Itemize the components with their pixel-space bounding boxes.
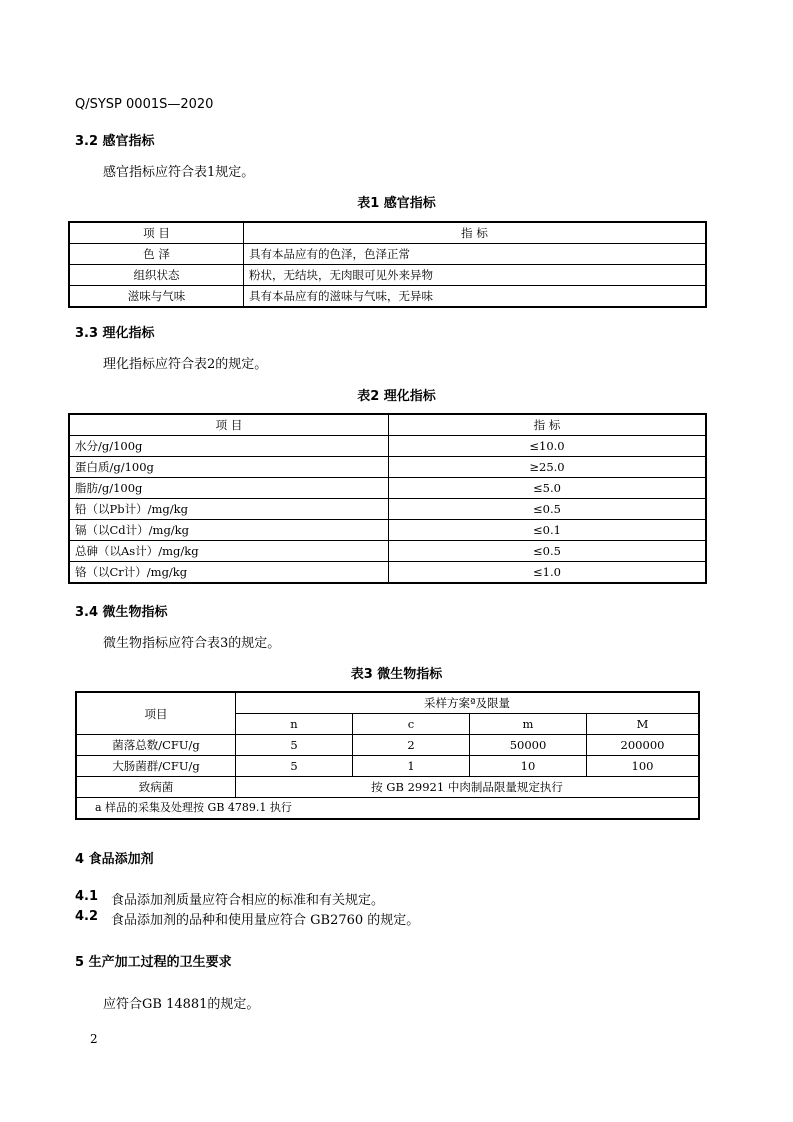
table-row xyxy=(69,436,706,457)
table-cell-value: 粉状，无结块，无肉眼可见外来异物 xyxy=(244,265,707,286)
table-header-cell: 指 标 xyxy=(389,414,707,436)
table-row xyxy=(69,478,706,499)
table-cell-value: 具有本品应有的滋味与气味，无异味 xyxy=(244,286,707,308)
table-header-row xyxy=(76,692,699,714)
table-cell-value: 5 xyxy=(236,756,353,777)
table-cell-item: 菌落总数/CFU/g xyxy=(76,735,236,756)
table-cell-item: 脂肪/g/100g xyxy=(69,478,389,499)
table-cell-item: 滋味与气味 xyxy=(69,286,244,308)
section-3-4-heading: 3.4 微生物指标 xyxy=(75,605,168,620)
table2-physicochemical xyxy=(68,413,707,584)
table-cell-item: 大肠菌群/CFU/g xyxy=(76,756,236,777)
table-cell-value: ≤10.0 xyxy=(389,436,707,457)
table-cell-item: 铅（以Pb计）/mg/kg xyxy=(69,499,389,520)
table-header-cell: m xyxy=(470,714,587,735)
section-4-1-number: 4.1 xyxy=(75,889,99,904)
section-4-2-number: 4.2 xyxy=(75,909,99,924)
table-header-cell: c xyxy=(353,714,470,735)
table-cell-value: 10 xyxy=(470,756,587,777)
table-cell-value: 1 xyxy=(353,756,470,777)
table3-caption: 表3 微生物指标 xyxy=(350,667,443,682)
table-cell-value: ≤0.5 xyxy=(389,541,707,562)
table-footnote: a 样品的采集及处理按 GB 4789.1 执行 xyxy=(76,798,699,820)
table-cell-value: 5 xyxy=(236,735,353,756)
table-cell-item: 组织状态 xyxy=(69,265,244,286)
table-row xyxy=(69,520,706,541)
table-cell-value: 50000 xyxy=(470,735,587,756)
section-3-2-text: 感官指标应符合表1规定。 xyxy=(103,165,255,180)
table3-microbiological xyxy=(75,691,700,820)
table-cell-value: 按 GB 29921 中肉制品限量规定执行 xyxy=(236,777,700,798)
table-cell-value: ≤5.0 xyxy=(389,478,707,499)
table-header-cell: M xyxy=(587,714,700,735)
table-header-cell: 指 标 xyxy=(244,222,707,244)
table-row xyxy=(76,735,699,756)
table-header-row xyxy=(69,414,706,436)
section-3-3-text: 理化指标应符合表2的规定。 xyxy=(103,357,268,372)
table-header-cell: 项 目 xyxy=(69,414,389,436)
section-3-2-heading: 3.2 感官指标 xyxy=(75,134,155,149)
table-cell-item: 水分/g/100g xyxy=(69,436,389,457)
document-code: Q/SYSP 0001S—2020 xyxy=(75,97,214,112)
table-cell-item: 总砷（以As计）/mg/kg xyxy=(69,541,389,562)
table-row xyxy=(69,265,706,286)
section-3-3-heading: 3.3 理化指标 xyxy=(75,326,155,341)
table-cell-value: ≥25.0 xyxy=(389,457,707,478)
table-cell-item: 色 泽 xyxy=(69,244,244,265)
section-3-4-text: 微生物指标应符合表3的规定。 xyxy=(103,636,281,651)
table-row xyxy=(69,541,706,562)
table-row xyxy=(76,777,699,798)
table-cell-item: 铬（以Cr计）/mg/kg xyxy=(69,562,389,584)
section-4-heading: 4 食品添加剂 xyxy=(75,852,154,867)
page-number: 2 xyxy=(90,1032,98,1046)
section-4-1-text: 食品添加剂质量应符合相应的标准和有关规定。 xyxy=(111,893,385,908)
table-row xyxy=(76,756,699,777)
table-cell-value: 2 xyxy=(353,735,470,756)
table-cell-value: ≤0.5 xyxy=(389,499,707,520)
table-row xyxy=(69,286,706,308)
table-header-row xyxy=(69,222,706,244)
table-header-cell: 项目 xyxy=(76,692,236,735)
table-cell-value: ≤0.1 xyxy=(389,520,707,541)
table-cell-value: 100 xyxy=(587,756,700,777)
table-row xyxy=(69,457,706,478)
table-cell-value: 具有本品应有的色泽，色泽正常 xyxy=(244,244,707,265)
table-header-cell: 项 目 xyxy=(69,222,244,244)
table1-caption: 表1 感官指标 xyxy=(357,196,436,211)
table-header-cell: 采样方案ª及限量 xyxy=(236,692,700,714)
table-row xyxy=(69,499,706,520)
table-header-cell: n xyxy=(236,714,353,735)
table2-caption: 表2 理化指标 xyxy=(357,389,436,404)
table-cell-item: 致病菌 xyxy=(76,777,236,798)
table-cell-item: 蛋白质/g/100g xyxy=(69,457,389,478)
section-5-text: 应符合GB 14881的规定。 xyxy=(103,997,260,1012)
table-row xyxy=(69,562,706,584)
table1-sensory xyxy=(68,221,707,308)
table-note-row xyxy=(76,798,699,820)
table-cell-item: 镉（以Cd计）/mg/kg xyxy=(69,520,389,541)
table-cell-value: 200000 xyxy=(587,735,700,756)
section-5-heading: 5 生产加工过程的卫生要求 xyxy=(75,955,232,970)
section-4-2-text: 食品添加剂的品种和使用量应符合 GB2760 的规定。 xyxy=(111,913,420,928)
table-cell-value: ≤1.0 xyxy=(389,562,707,584)
table-row xyxy=(69,244,706,265)
